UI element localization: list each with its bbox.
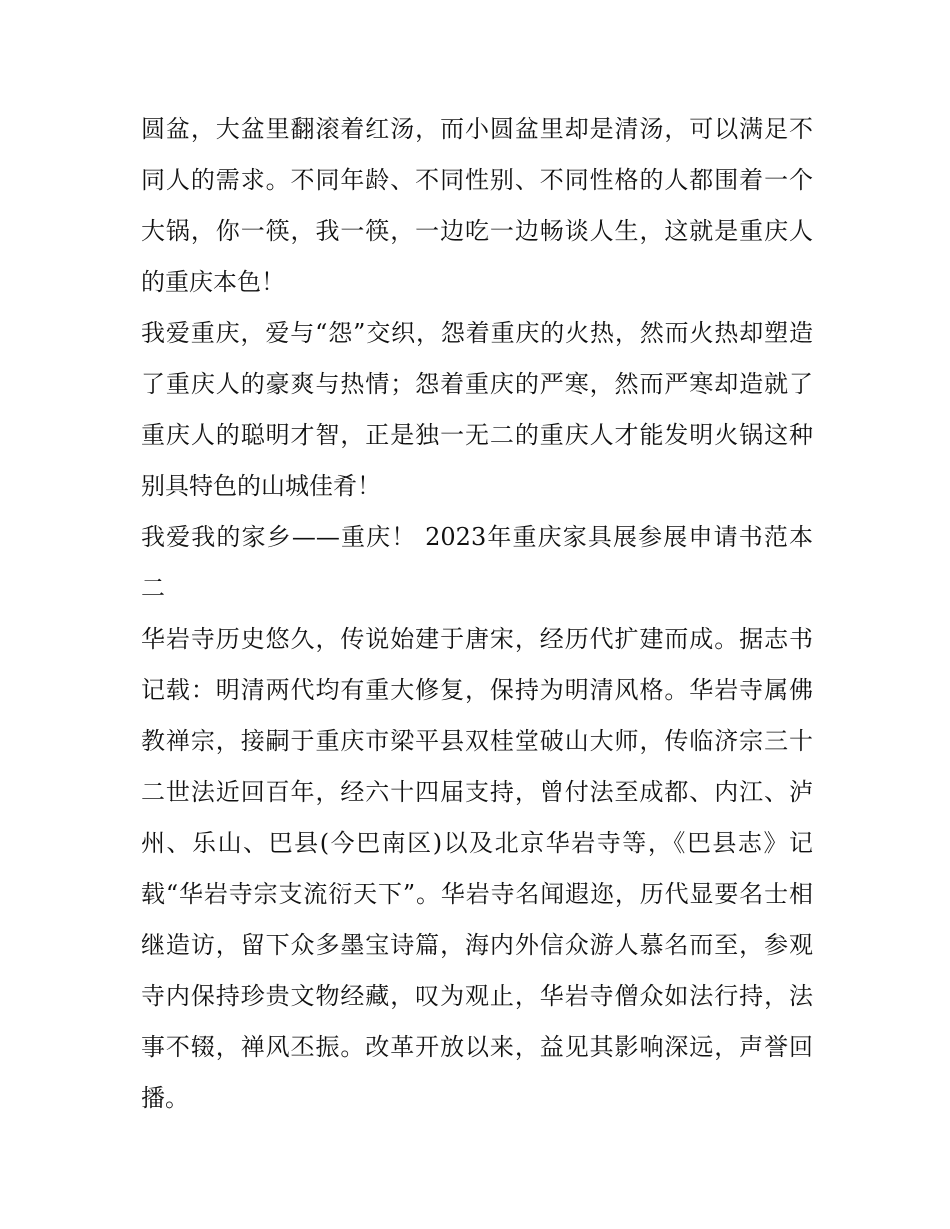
text-line: 记载：明清两代均有重大修复，保持为明清风格。华岩寺属佛 xyxy=(141,676,813,704)
text-line: 教禅宗，接嗣于重庆市梁平县双桂堂破山大师，传临济宗三十 xyxy=(141,727,813,755)
text-line: 我爱重庆，爱与“怨”交织，怨着重庆的火热，然而火热却塑造 xyxy=(141,319,813,347)
text-line: 载“华岩寺宗支流衍天下”。华岩寺名闻遐迩，历代显要名士相 xyxy=(141,880,813,908)
document-body xyxy=(141,104,813,1124)
text-line: 州、乐山、巴县(今巴南区)以及北京华岩寺等，《巴县志》记 xyxy=(141,829,813,857)
paragraph-huayan-temple xyxy=(141,614,813,1124)
text-line: 别具特色的山城佳肴！ xyxy=(141,472,381,500)
text-line: 重庆人的聪明才智，正是独一无二的重庆人才能发明火锅这种 xyxy=(141,421,813,449)
text-line: 我爱我的家乡——重庆！ 2023年重庆家具展参展申请书范本 xyxy=(141,523,813,551)
text-line: 事不辍，禅风丕振。改革开放以来，益见其影响深远，声誉回 xyxy=(141,1033,813,1061)
text-line: 同人的需求。不同年龄、不同性别、不同性格的人都围着一个 xyxy=(141,166,813,194)
text-line: 继造访，留下众多墨宝诗篇，海内外信众游人慕名而至，参观 xyxy=(141,931,813,959)
text-line: 华岩寺历史悠久，传说始建于唐宋，经历代扩建而成。据志书 xyxy=(141,625,813,653)
paragraph-heading xyxy=(141,512,813,614)
text-line: 播。 xyxy=(141,1084,189,1112)
text-line: 二世法近回百年，经六十四届支持，曾付法至成都、内江、泸 xyxy=(141,778,813,806)
text-line: 寺内保持珍贵文物经藏，叹为观止，华岩寺僧众如法行持，法 xyxy=(141,982,813,1010)
text-line: 的重庆本色！ xyxy=(141,268,285,296)
text-line: 了重庆人的豪爽与热情；怨着重庆的严寒，然而严寒却造就了 xyxy=(141,370,813,398)
text-line: 圆盆，大盆里翻滚着红汤，而小圆盆里却是清汤，可以满足不 xyxy=(141,115,813,143)
text-line: 大锅，你一筷，我一筷，一边吃一边畅谈人生，这就是重庆人 xyxy=(141,217,813,245)
paragraph-love-chongqing xyxy=(141,308,813,512)
text-line: 二 xyxy=(141,574,165,602)
paragraph-hotpot xyxy=(141,104,813,308)
